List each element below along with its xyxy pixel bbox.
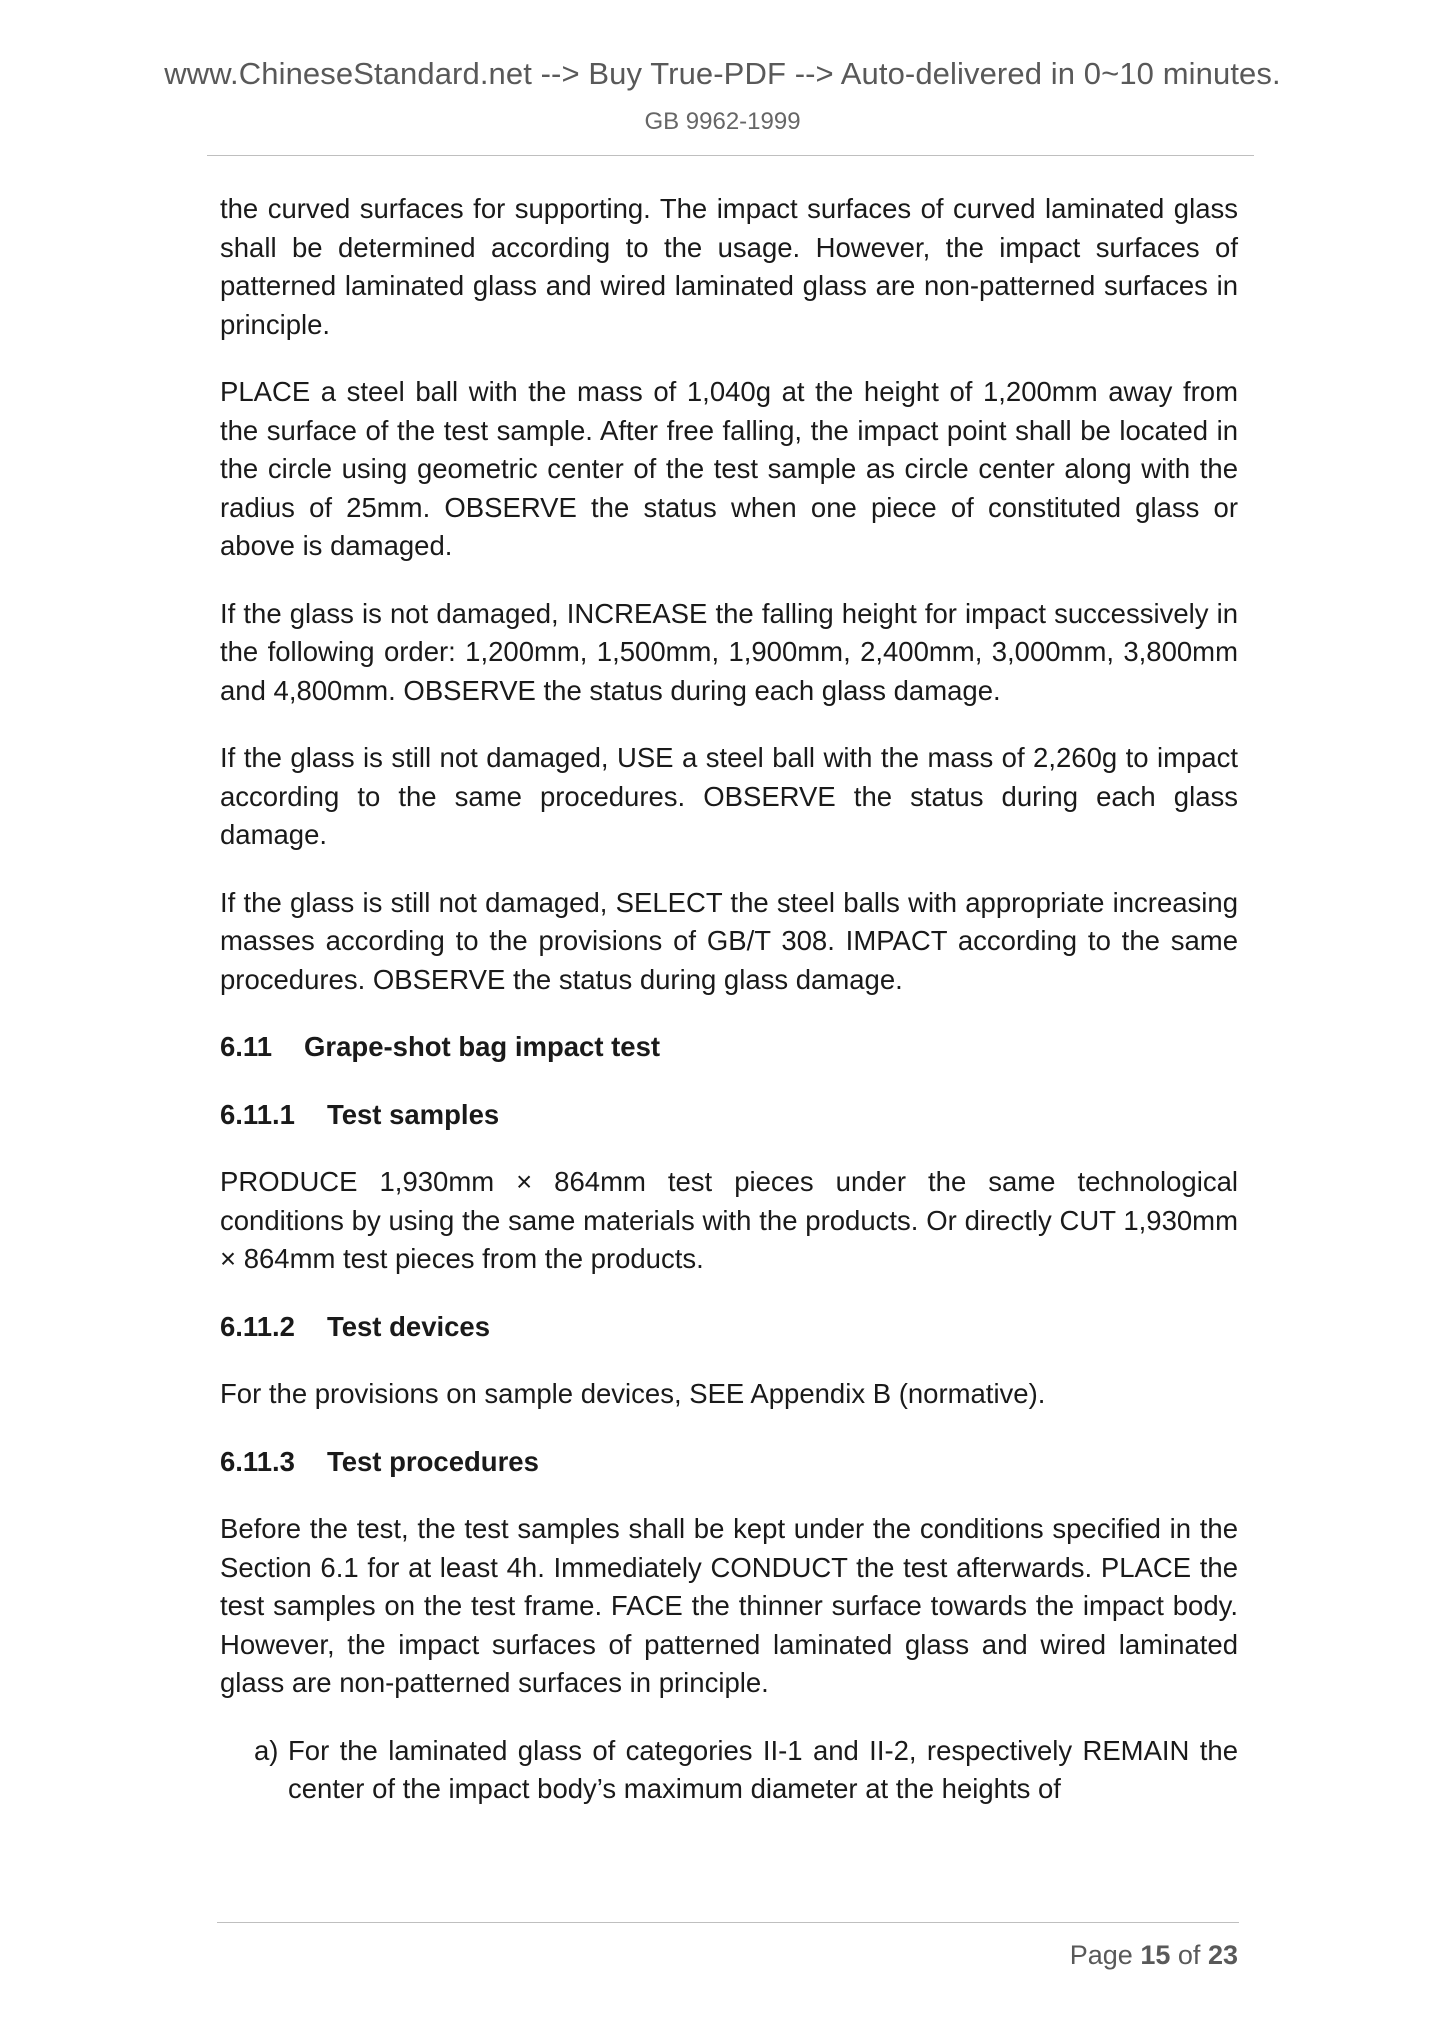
section-number: 6.11.2: [220, 1310, 295, 1342]
document-body: [220, 190, 1238, 1809]
paragraph-produce-pieces: PRODUCE 1,930mm × 864mm test pieces under the same technological conditions by using the same materials with the products. Or directly CUT 1,930mm × 864mm test pieces from the products.: [220, 1166, 1238, 1274]
section-heading-6-11: [220, 1028, 1238, 1067]
page-number: [1070, 1940, 1238, 1971]
section-number: 6.11.1: [220, 1098, 295, 1130]
section-title: Test devices: [326, 1310, 491, 1342]
section-title: Test samples: [326, 1098, 500, 1130]
list-item-a: [220, 1732, 1238, 1809]
page-current: 15: [1140, 1940, 1171, 1970]
standard-code: GB 9962-1999: [644, 108, 801, 135]
header-divider: [207, 155, 1254, 156]
list-item-text: For the laminated glass of categories II-1 and II-2, respectively REMAIN the center of the impact body’s maximum diameter at the heights of: [288, 1734, 1238, 1804]
paragraph-increase-height: If the glass is not damaged, INCREASE the falling height for impact successively in the following order: 1,200mm, 1,500mm, 1,900mm, 2,400mm, 3,000mm, 3,800mm and 4,800mm. OBSERVE the status during each glass damage.: [220, 597, 1238, 706]
paragraph-before-test: Before the test, the test samples shall be kept under the conditions specified in the Section 6.1 for at least 4h. Immediately CONDUCT the test afterwards. PLACE the test samples on the test frame. FACE the thinner surface towards the impact body. However, the impact surfaces of patterned laminated glass and wired laminated glass are non-patterned surfaces in principle.: [220, 1513, 1238, 1698]
section-number: 6.11.3: [220, 1445, 295, 1477]
page-total: 23: [1207, 1940, 1238, 1970]
paragraph-select-balls: If the glass is still not damaged, SELECT the steel balls with appropriate increasing masses according to the provisions of GB/T 308. IMPACT according to the same procedures. OBSERVE the status during glass damage.: [220, 886, 1238, 995]
footer-divider: [217, 1922, 1239, 1923]
section-heading-6-11-2: [220, 1308, 1238, 1347]
section-title: Test procedures: [326, 1445, 539, 1477]
paragraph-sample-devices: For the provisions on sample devices, SEE Appendix B (normative).: [220, 1378, 1046, 1409]
page-word: Page: [1069, 1940, 1133, 1970]
section-heading-6-11-3: [220, 1443, 1238, 1482]
section-title: Grape-shot bag impact test: [304, 1031, 661, 1062]
page-of: of: [1177, 1940, 1201, 1970]
paragraph-curved-surfaces: the curved surfaces for supporting. The impact surfaces of curved laminated glass shall be determined according to the usage. However, the impact surfaces of patterned laminated glass and wired laminated glass are non-patterned surfaces in principle.: [220, 193, 1238, 340]
paragraph-place-steel-ball: PLACE a steel ball with the mass of 1,040g at the height of 1,200mm away from the surface of the test sample. After free falling, the impact point shall be located in the circle using geometric center of the test sample as circle center along with the radius of 25mm. OBSERVE the status when one piece of constituted glass or above is damaged.: [220, 376, 1238, 561]
header-banner: www.ChineseStandard.net --> Buy True-PDF --> Auto-delivered in 0~10 minutes.: [164, 56, 1281, 91]
section-number: 6.11: [220, 1031, 273, 1062]
paragraph-heavier-ball: If the glass is still not damaged, USE a steel ball with the mass of 2,260g to impact according to the same procedures. OBSERVE the status during each glass damage.: [220, 742, 1238, 850]
section-heading-6-11-1: [220, 1096, 1238, 1135]
list-marker: a): [254, 1734, 279, 1766]
